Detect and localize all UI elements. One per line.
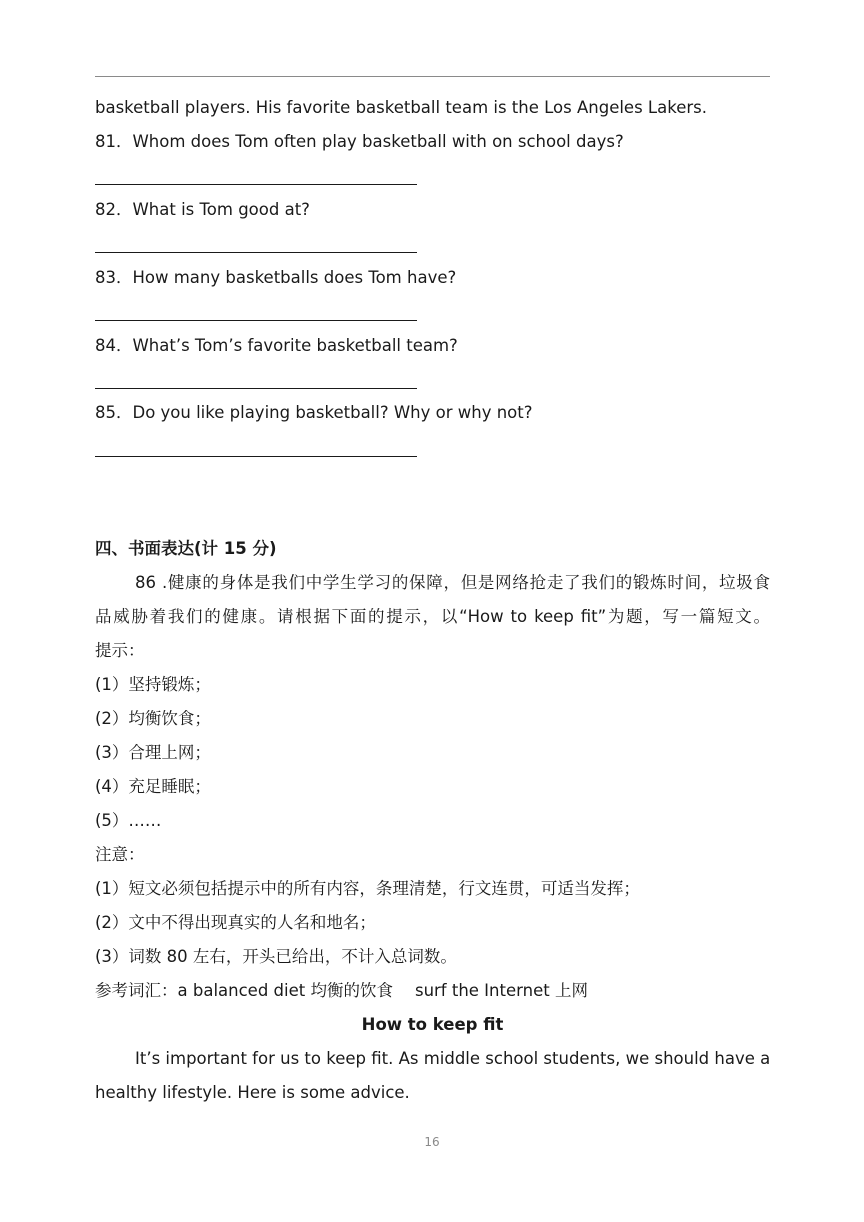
hint-item: (3）合理上网； — [95, 743, 211, 762]
question-83: 83．How many basketballs does Tom have? — [95, 268, 457, 287]
header-rule — [95, 76, 770, 77]
answer-line-82[interactable] — [95, 252, 417, 253]
passage-end-text: basketball players. His favorite basketball team is the Los Angeles Lakers. — [95, 98, 707, 117]
answer-line-81[interactable] — [95, 184, 417, 185]
note-item: (3）词数 80 左右，开头已给出，不计入总词数。 — [95, 947, 457, 966]
essay-title: How to keep fit — [361, 1015, 504, 1034]
hints-label: 提示： — [95, 641, 145, 660]
hint-item: (1）坚持锻炼； — [95, 675, 211, 694]
notes-label: 注意： — [95, 845, 145, 864]
hint-item: (4）充足睡眠； — [95, 777, 211, 796]
vocab-line — [95, 980, 588, 1002]
essay-line-1: It’s important for us to keep fit. As middle school students, we should have a — [135, 1049, 771, 1068]
note-item: (2）文中不得出现真实的人名和地名； — [95, 913, 376, 932]
hint-item: (2）均衡饮食； — [95, 709, 211, 728]
prompt-line-1: 86 .健康的身体是我们中学生学习的保障，但是网络抢走了我们的锻炼时间，垃圾食 — [135, 573, 770, 592]
question-85: 85．Do you like playing basketball? Why or why not? — [95, 403, 533, 422]
vocab-item-2: surf the Internet 上网 — [414, 981, 588, 1000]
page-number: 16 — [424, 1135, 440, 1149]
note-item: (1）短文必须包括提示中的所有内容，条理清楚，行文连贯，可适当发挥； — [95, 879, 640, 898]
answer-line-85[interactable] — [95, 456, 417, 457]
question-82: 82．What is Tom good at? — [95, 200, 310, 219]
essay-line-2: healthy lifestyle. Here is some advice. — [95, 1083, 410, 1102]
vocab-item-1: a balanced diet 均衡的饮食 — [177, 981, 393, 1000]
prompt-line-2: 品威胁着我们的健康。请根据下面的提示，以“How to keep fit”为题，写一篇短文。 — [95, 607, 770, 626]
vocab-label: 参考词汇： — [95, 981, 178, 1000]
question-81: 81．Whom does Tom often play basketball with on school days? — [95, 132, 624, 151]
hint-item: (5）…… — [95, 811, 162, 830]
section-title: 四、书面表达(计 15 分) — [95, 539, 277, 558]
answer-line-84[interactable] — [95, 388, 417, 389]
answer-line-83[interactable] — [95, 320, 417, 321]
question-84: 84．What’s Tom’s favorite basketball team? — [95, 336, 458, 355]
